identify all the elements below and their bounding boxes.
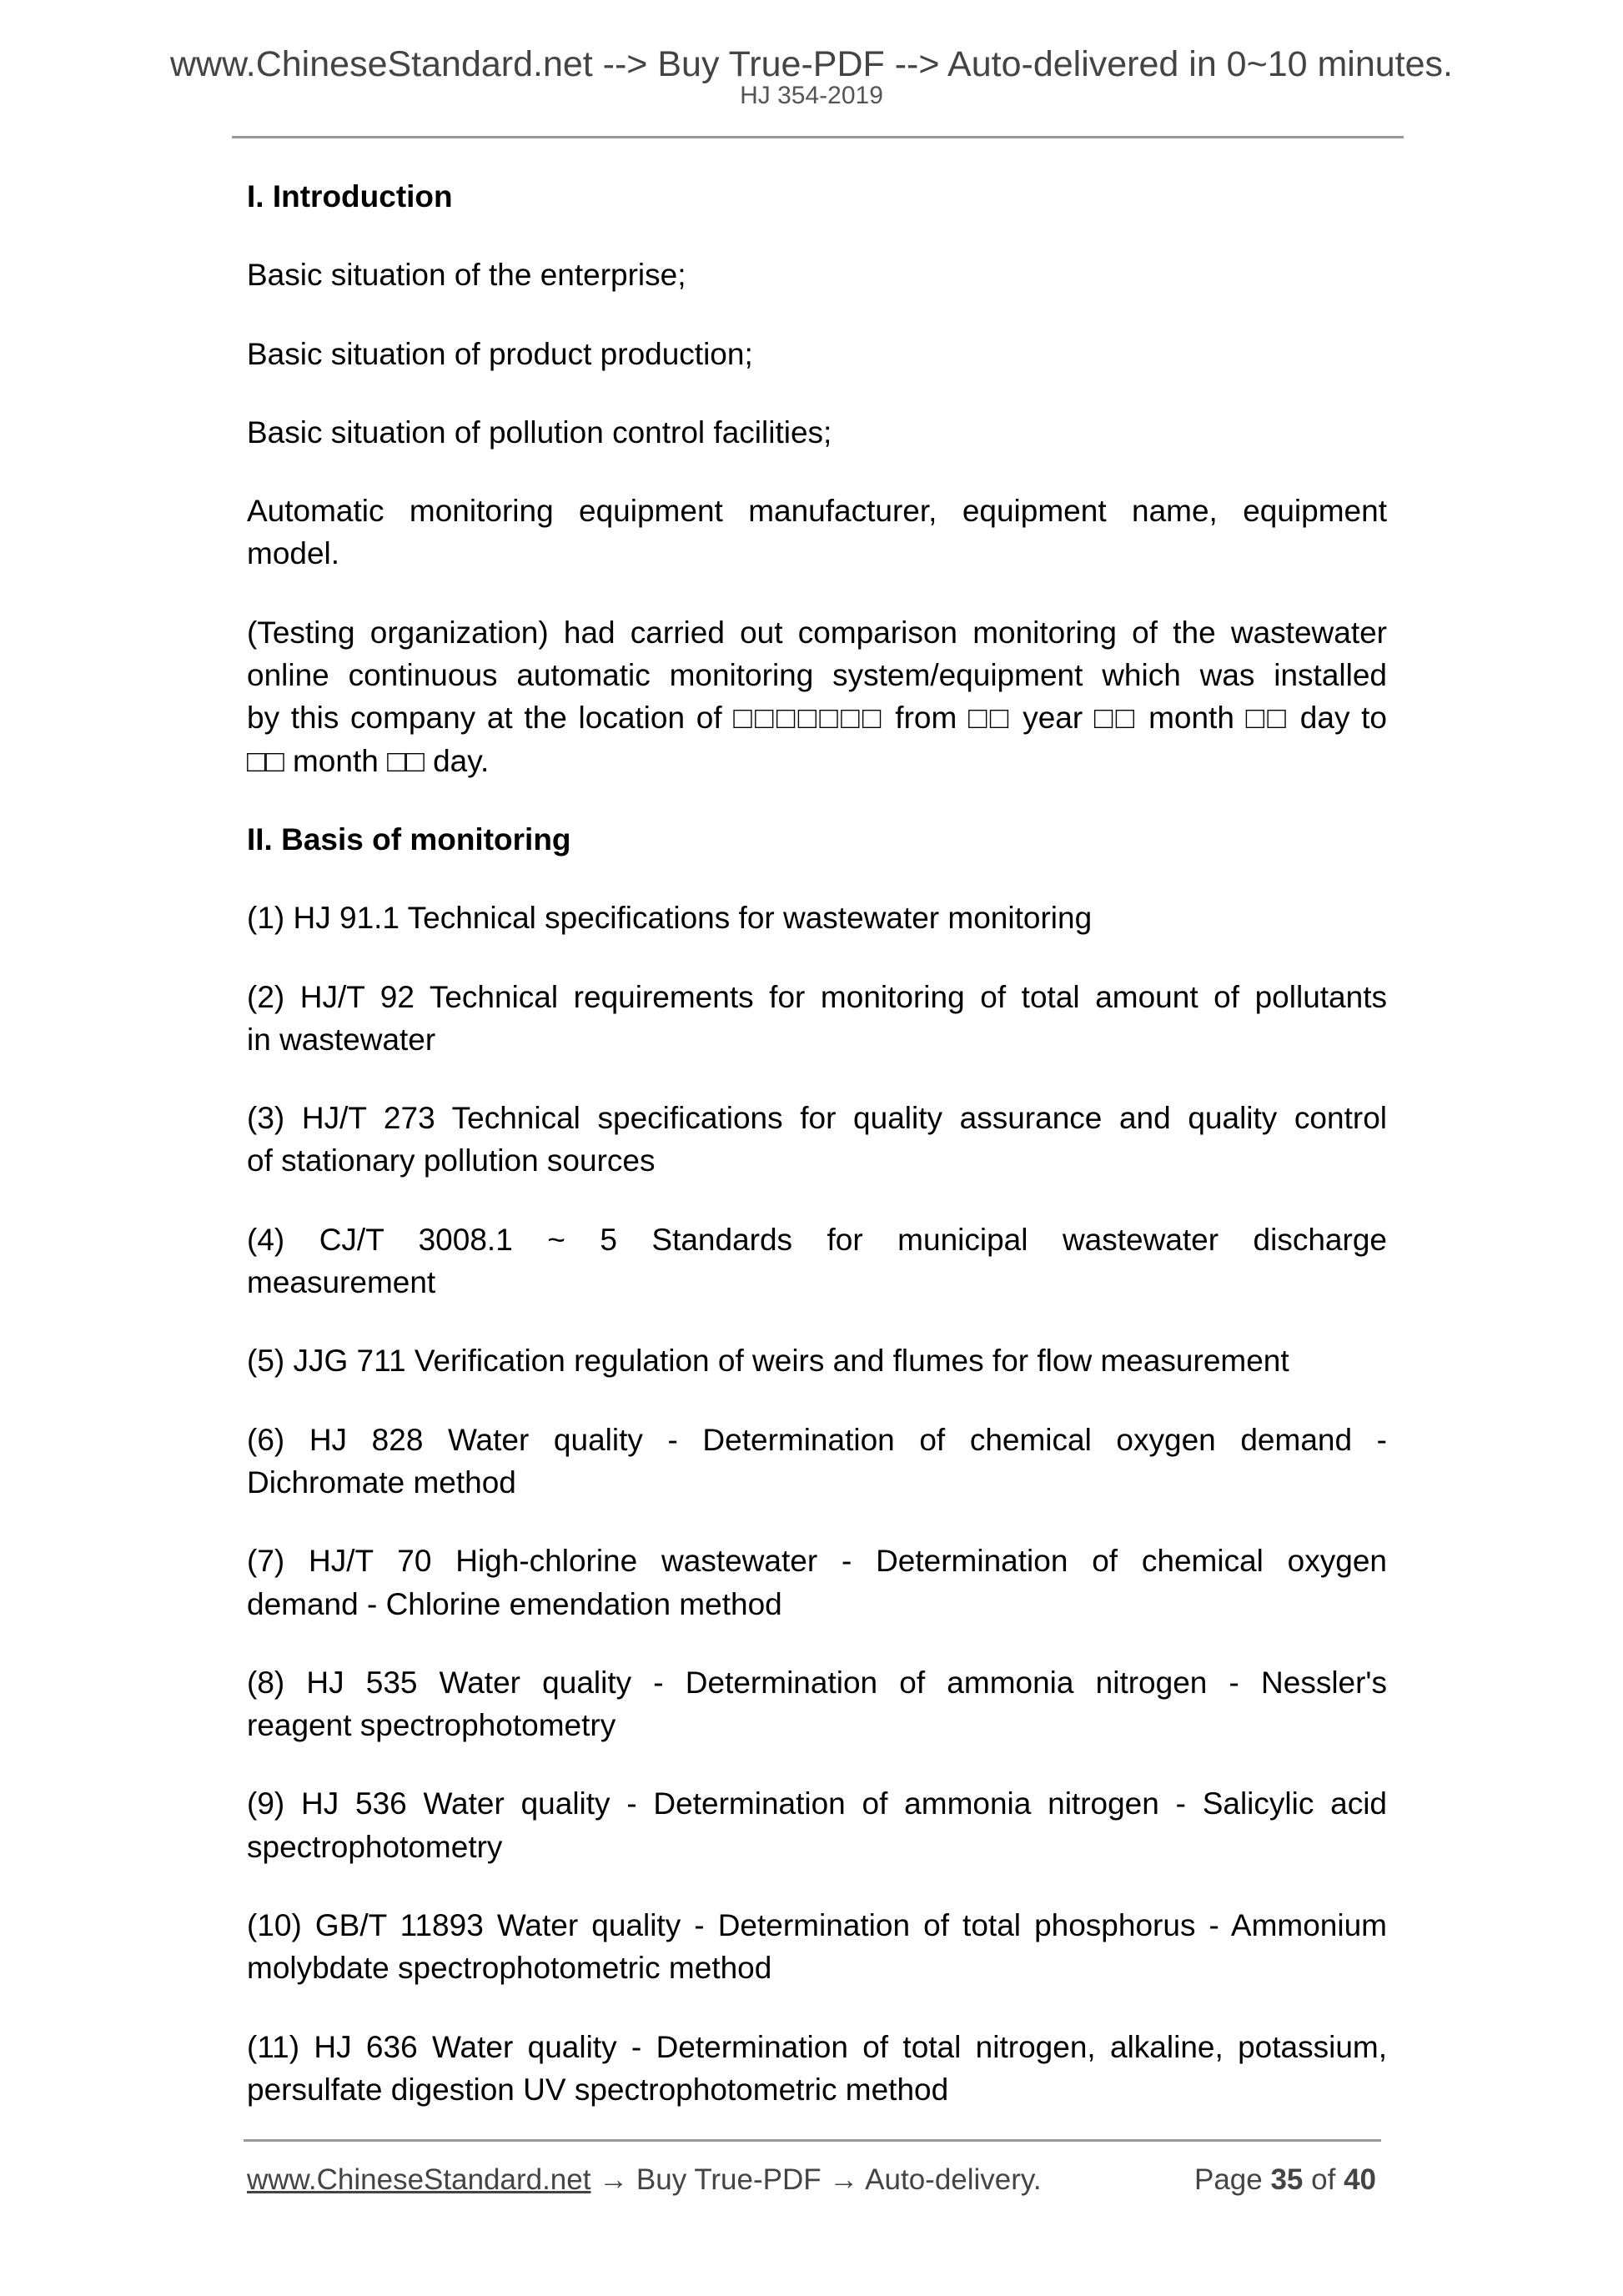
paragraph xyxy=(247,2026,1387,2112)
text-line: Basic situation of the enterprise; xyxy=(247,258,686,293)
text-line: (Testing organization) had carried out comparison monitoring of the wastewater xyxy=(247,615,1387,650)
text-line: of stationary pollution sources xyxy=(247,1143,656,1178)
page-header-banner: www.ChineseStandard.net --> Buy True-PDF --> Auto-delivered in 0~10 minutes. xyxy=(169,44,1453,84)
text-line: (9) HJ 536 Water quality - Determination of ammonia nitrogen - Salicylic acid xyxy=(247,1786,1387,1821)
text-line: I. Introduction xyxy=(247,179,453,214)
text-line: (5) JJG 711 Verification regulation of weirs and flumes for flow measurement xyxy=(247,1344,1289,1379)
document-id: HJ 354-2019 xyxy=(740,82,883,109)
page-number xyxy=(1194,2163,1376,2197)
footer-website-link[interactable]: www.ChineseStandard.net xyxy=(247,2163,591,2196)
text-line: measurement xyxy=(247,1265,436,1300)
text-line: Basic situation of product production; xyxy=(247,336,753,371)
text-line: II. Basis of monitoring xyxy=(247,821,571,857)
footer-divider xyxy=(244,2139,1381,2142)
paragraph xyxy=(247,897,1387,939)
paragraph xyxy=(247,976,1387,1062)
page-footer xyxy=(247,2163,1381,2197)
text-line: online continuous automatic monitoring system/equipment which was installed xyxy=(247,658,1387,693)
text-line: (7) HJ/T 70 High-chlorine wastewater - Determination of chemical oxygen xyxy=(247,1544,1387,1579)
paragraph xyxy=(247,1904,1387,1990)
text-line: (6) HJ 828 Water quality - Determination of chemical oxygen demand - xyxy=(247,1422,1387,1457)
text-line: □□ month □□ day. xyxy=(247,743,490,778)
current-page: 35 xyxy=(1270,2163,1304,2196)
text-line: model. xyxy=(247,536,340,571)
paragraph xyxy=(247,611,1387,782)
section-heading xyxy=(247,175,1387,218)
page-label: Page xyxy=(1193,2163,1263,2196)
text-line: reagent spectrophotometry xyxy=(247,1708,616,1743)
footer-tagline: → Buy True-PDF → Auto-delivery. xyxy=(590,2163,1042,2196)
text-line: demand - Chlorine emendation method xyxy=(247,1586,782,1621)
text-line: Basic situation of pollution control facilities; xyxy=(247,414,832,450)
paragraph xyxy=(247,1782,1387,1868)
text-line: molybdate spectrophotometric method xyxy=(247,1951,772,1986)
text-line: by this company at the location of □□□□□□□ from □□ year □□ month □□ day to xyxy=(247,701,1387,736)
text-line: (2) HJ/T 92 Technical requirements for monitoring of total amount of pollutants xyxy=(247,979,1387,1014)
section-heading xyxy=(247,818,1387,861)
document-body xyxy=(247,175,1387,2147)
text-line: (3) HJ/T 273 Technical specifications for quality assurance and quality control xyxy=(247,1101,1387,1136)
paragraph xyxy=(247,1097,1387,1183)
text-line: spectrophotometry xyxy=(247,1829,503,1864)
paragraph xyxy=(247,1218,1387,1304)
paragraph xyxy=(247,1419,1387,1505)
total-pages: 40 xyxy=(1344,2163,1376,2196)
paragraph xyxy=(247,254,1387,296)
text-line: (11) HJ 636 Water quality - Determination of total nitrogen, alkaline, potassium, xyxy=(247,2029,1387,2064)
header-divider xyxy=(232,136,1404,138)
text-line: in wastewater xyxy=(247,1022,436,1057)
text-line: Dichromate method xyxy=(247,1465,516,1500)
paragraph xyxy=(247,411,1387,454)
text-line: persulfate digestion UV spectrophotometric method xyxy=(247,2072,949,2107)
text-line: (10) GB/T 11893 Water quality - Determination of total phosphorus - Ammonium xyxy=(247,1908,1387,1943)
paragraph xyxy=(247,333,1387,375)
paragraph xyxy=(247,1339,1387,1382)
paragraph xyxy=(247,490,1387,575)
text-line: (1) HJ 91.1 Technical specifications for wastewater monitoring xyxy=(247,901,1093,936)
paragraph xyxy=(247,1540,1387,1625)
paragraph xyxy=(247,1661,1387,1747)
text-line: Automatic monitoring equipment manufacturer, equipment name, equipment xyxy=(247,494,1387,529)
text-line: (4) CJ/T 3008.1 ~ 5 Standards for municipal wastewater discharge xyxy=(247,1222,1387,1257)
of-label: of xyxy=(1311,2163,1336,2196)
text-line: (8) HJ 535 Water quality - Determination of ammonia nitrogen - Nessler's xyxy=(247,1665,1387,1700)
